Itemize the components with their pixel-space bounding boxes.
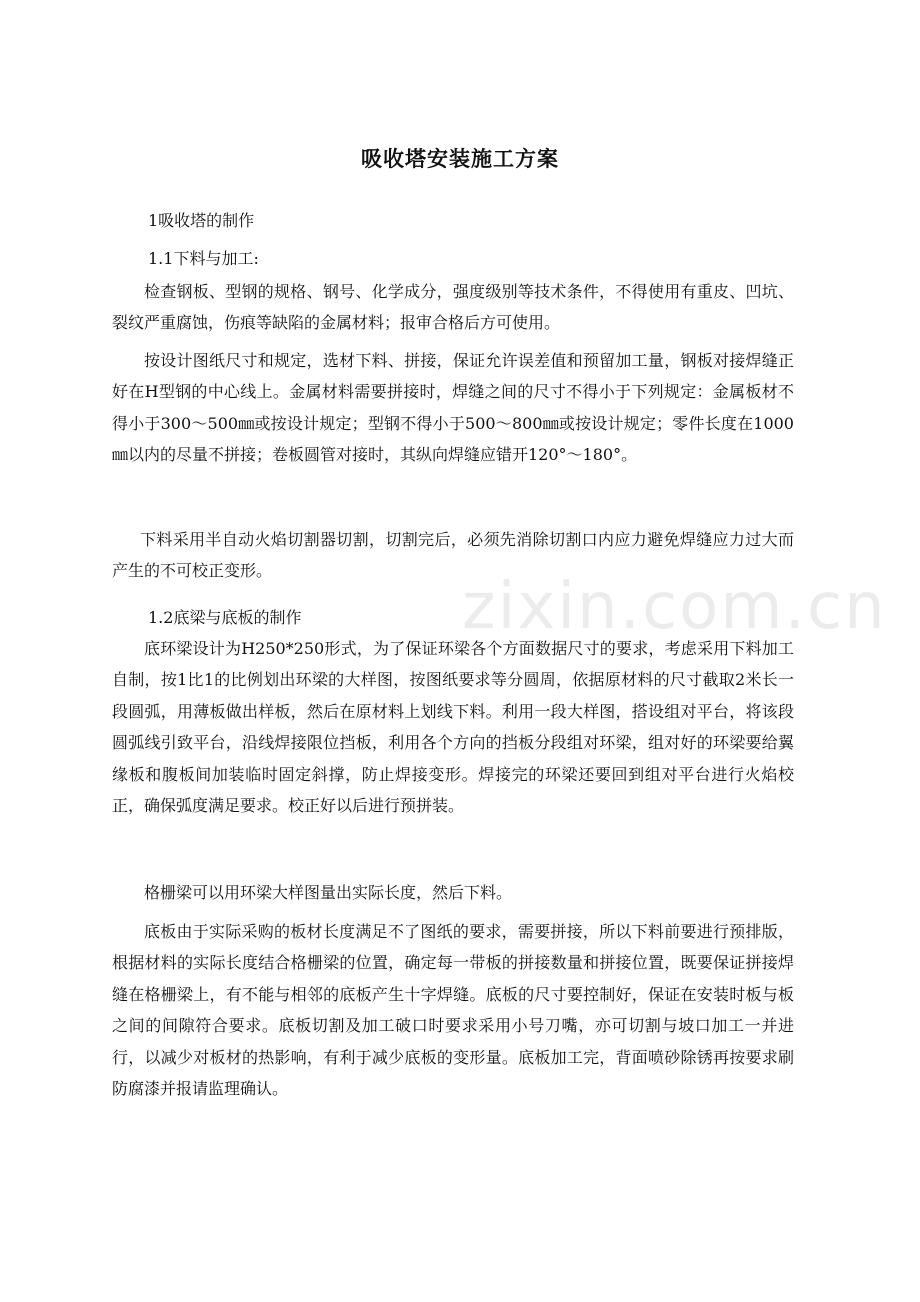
paragraph-1-1-materials-check: 检查钢板、型钢的规格、钢号、化学成分，强度级别等技术条件，不得使用有重皮、凹坑、裂纹严重腐蚀，伤痕等缺陷的金属材料；报审合格后方可使用。 <box>112 282 794 333</box>
document-title: 吸收塔安装施工方案 <box>361 146 559 171</box>
paragraph-1-2-grid-beam: 格栅梁可以用环梁大样图量出实际长度，然后下料。 <box>144 883 513 902</box>
section-heading-1-1: 1.1下料与加工: <box>148 249 259 268</box>
section-heading-1: 1吸收塔的制作 <box>148 211 255 230</box>
paragraph-1-2-bottom-plate: 底板由于实际采购的板材长度满足不了图纸的要求，需要拼接，所以下料前要进行预排版，根据材料的实际长度结合格栅梁的位置，确定每一带板的拼接数量和拼接位置，既要保证拼接焊缝在格栅梁上，有不能与相邻的底板产生十字焊缝。底板的尺寸要控制好，保证在安装时板与板之间的间隙符合要求。底板切割及加工破口时要求采用小号刀嘴，亦可切割与坡口加工一并进行，以减少对板材的热影响，有利于减少底板的变形量。底板加工完，背面喷砂除锈再按要求刷防腐漆并报请监理确认。 <box>112 922 794 1099</box>
paragraph-1-1-cutting-rules: 按设计图纸尺寸和规定，选材下料、拼接，保证允许误差值和预留加工量，钢板对接焊缝正好在H型钢的中心线上。金属材料需要拼接时，焊缝之间的尺寸不得小于下列规定：金属板材不得小于300～500㎜或按设计规定；型钢不得小于500～800㎜或按设计规定；零件长度在1000㎜以内的尽量不拼接；卷板圆管对接时，其纵向焊缝应错开120°～180°。 <box>112 351 794 465</box>
paragraph-1-2-ring-beam: 底环梁设计为H250*250形式，为了保证环梁各个方面数据尺寸的要求，考虑采用下料加工自制，按1比1的比例划出环梁的大样图，按图纸要求等分圆周，依据原材料的尺寸截取2米长一段圆弧，用薄板做出样板，然后在原材料上划线下料。利用一段大样图，搭设组对平台，将该段圆弧线引致平台，沿线焊接限位挡板，利用各个方向的挡板分段组对环梁，组对好的环梁要给翼缘板和腹板间加装临时固定斜撑，防止焊接变形。焊接完的环梁还要回到组对平台进行火焰校正，确保弧度满足要求。校正好以后进行预拼装。 <box>112 639 794 816</box>
section-heading-1-2: 1.2底梁与底板的制作 <box>148 608 302 627</box>
paragraph-1-1-flame-cutting: 下料采用半自动火焰切割器切割，切割完后，必须先消除切割口内应力避免焊缝应力过大而产生的不可校正变形。 <box>112 530 794 581</box>
watermark: zixin.com.cn <box>462 570 887 644</box>
